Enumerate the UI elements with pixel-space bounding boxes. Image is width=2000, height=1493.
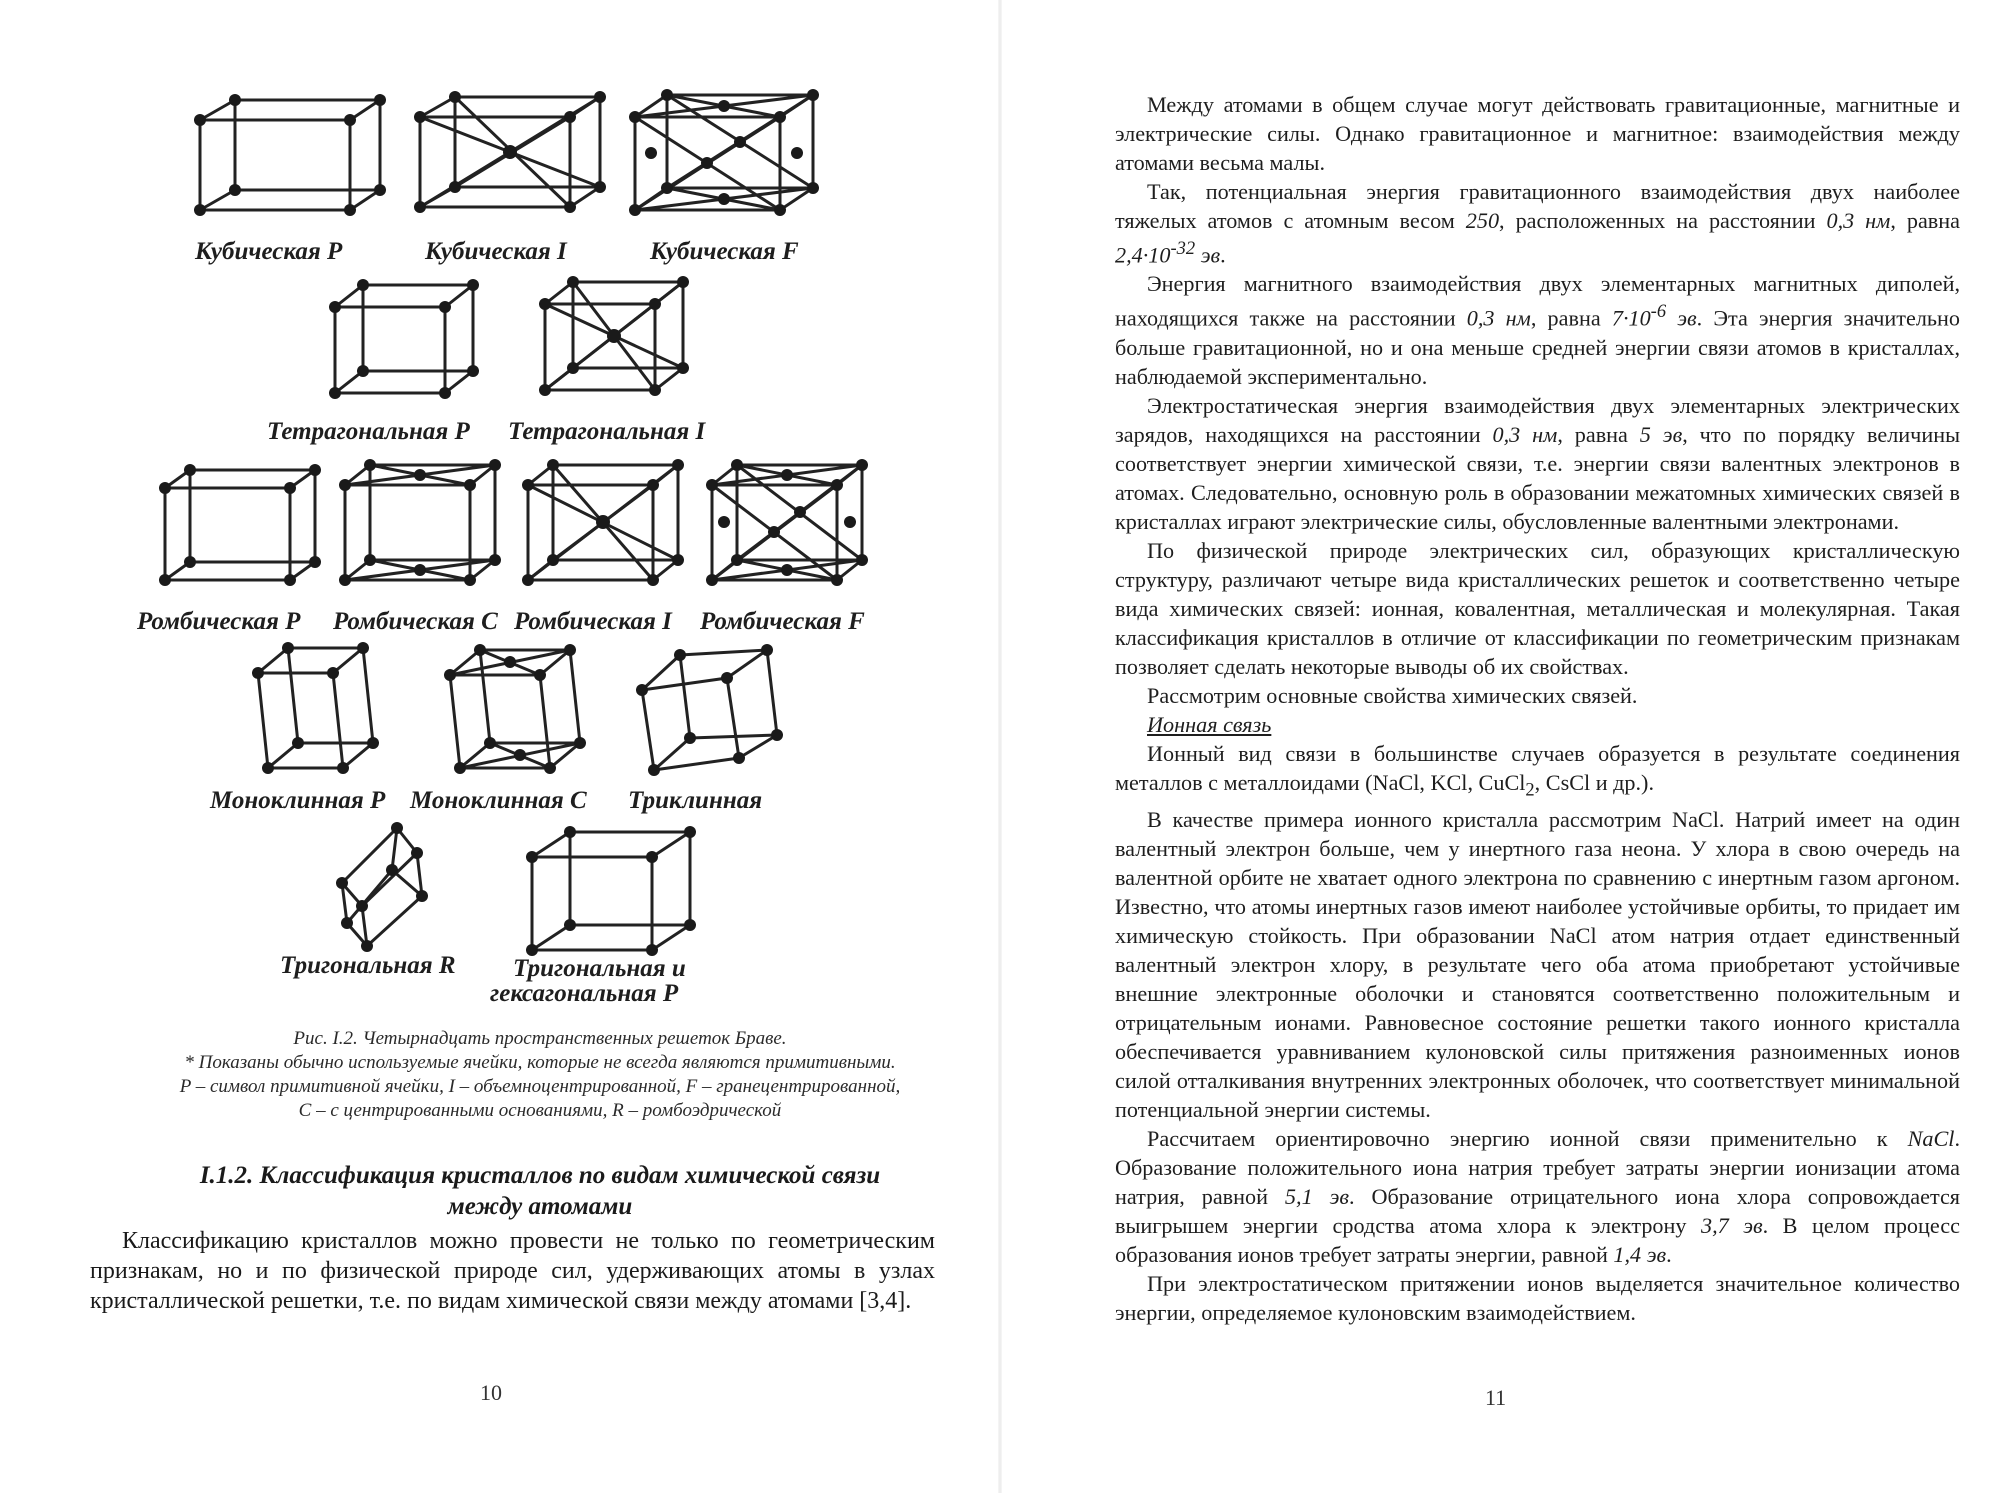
hexagonal-p-lattice [532,832,692,957]
paragraph-2: Так, потенциальная энергия гравитационного взаимодействия двух наиболее тяжелых атомов с атомным весом 250, расположенных на расстоянии 0,3 нм, равна $2,4\cdot 10^{-32}$ эв. [1115,179,1961,268]
section-title-line-1: I.1.2. Классификация кристаллов по видам химической связи [199,1162,881,1189]
monoclinic-p-label: Моноклинная P [210,787,386,814]
page-number-right: 11 [1485,1385,1507,1410]
hexagonal-label-line2: гексагональная P [490,980,679,1007]
section-title [140,1160,940,1222]
orthorhombic-i-label: Ромбическая I [514,608,672,635]
cubic-i-lattice [420,97,610,227]
cubic-p-label: Кубическая P [195,238,343,265]
tetragonal-p-label: Тетрагональная P [267,418,470,445]
caption-line-4: C – с центрированными основаниями, R – ромбоэдрической [298,1100,782,1121]
cubic-i-label: Кубическая I [425,238,567,265]
orthorhombic-p-label: Ромбическая P [137,608,301,635]
orthorhombic-f-lattice [712,465,872,595]
trigonal-r-lattice [342,828,442,953]
paragraph-5: По физической природе электрических сил, образующих кристаллическую структуру, различают четыре вида кристаллических решеток и соответственно четыре вида химических связей: ионная, ковалентная, металлическая и молекулярная. Такая классификация кристаллов в отличие от классификации по геометрическим признакам позволяет сделать некоторые выводы об их свойствах. [1115,537,1960,679]
monoclinic-p-lattice [258,648,388,778]
tetragonal-i-label: Тетрагональная I [508,418,706,445]
triclinic-label: Триклинная [628,787,763,814]
cubic-f-label: Кубическая F [650,238,799,265]
orthorhombic-i-lattice [528,465,688,595]
monoclinic-c-lattice [450,650,590,780]
section-title-line-2: между атомами [447,1193,633,1220]
paragraph-1: Между атомами в общем случае могут действовать гравитационные, магнитные и электрические силы. Однако гравитационное и магнитное: взаимодействия между атомами весьма малы. [1115,92,1960,175]
figure-caption [120,1027,960,1123]
cubic-p-lattice [200,100,390,230]
paragraph-3: Энергия магнитного взаимодействия двух элементарных магнитных диполей, находящихся также на расстоянии 0,3 нм, равна $7\cdot 10^{-6}$ эв. Эта энергия значительно больше гравитационной, но и она меньше средней энергии связи атомов в кристаллах, наблюдаемой экспериментально. [1115,271,1961,389]
right-text-column [1115,90,1960,1327]
orthorhombic-c-lattice [345,465,505,595]
paragraph-4: Электростатическая энергия взаимодействия двух элементарных электрических зарядов, находящихся на расстоянии 0,3 нм, равна 5 эв, что по порядку величины соответствует энергии химической связи, т.е. энергии связи валентных электронов в атомах. Следовательно, основную роль в образовании межатомных химических связей в кристаллах играют электрические силы, обусловленные валентными электронами. [1115,392,1960,534]
cubic-f-lattice [635,95,820,230]
caption-line-2: * Показаны обычно используемые ячейки, которые не всегда являются примитивными. [184,1052,896,1073]
caption-line-1: Рис. I.2. Четырнадцать пространственных решеток Браве. [293,1028,787,1049]
tetragonal-p-lattice [335,285,485,410]
right-page [1000,0,2000,1493]
orthorhombic-p-lattice [165,470,325,595]
paragraph-6: Рассмотрим основные свойства химических связей. [1147,682,1638,708]
monoclinic-c-label: Моноклинная C [410,787,587,814]
orthorhombic-c-label: Ромбическая C [333,608,498,635]
paragraph-8: В качестве примера ионного кристалла рассмотрим NaCl. Натрий имеет на один валентный электрон больше, чем у инертного газа неона. У хлора в свою очередь на валентной орбите не хватает одного электрона по сравнению с инертным газом аргоном. Известно, что атомы инертных газов имеют наиболее устойчивые орбиты, то придает им химическую стойкость. При образовании NaCl атом натрия отдает единственный валентный электрон хлору, в результате чего оба атома приобретают устойчивые внешние электронные оболочки и становятся соответственно положительным и отрицательным ионами. Равновесное состояние решетки такого ионного кристалла обеспечивается уравниванием кулоновской силы притяжения разноименных ионов силой отталкивания внутренних электронных оболочек, что соответствует минимальной потенциальной энергии системы. [1115,807,1960,1123]
tetragonal-i-lattice [545,282,695,407]
left-paragraph: Классификацию кристаллов можно провести не только по геометрическим признакам, но и по физической природе сил, удерживающих атомы в узлах кристаллической решетки, т.е. по видам химической связи между атомами [3,4]. [90,1228,935,1314]
caption-line-3: P – символ примитивной ячейки, I – объемноцентрированной, F – гранецентрированной, [179,1076,901,1097]
trigonal-r-label: Тригональная R [280,952,456,979]
hexagonal-label-line1: Тригональная и [513,955,686,982]
orthorhombic-f-label: Ромбическая F [700,608,865,635]
paragraph-9: Рассчитаем ориентировочно энергию ионной связи применительно к NaCl. Образование положительного иона натрия требует затраты энергии ионизации атома натрия, равной 5,1 эв. Образование отрицательного иона хлора сопровождается выигрышем энергии сродства атома хлора к электрону 3,7 эв. В целом процесс образования ионов требует затраты энергии, равной 1,4 эв. [1115,1126,1961,1268]
paragraph-7: Ионный вид связи в большинстве случаев образуется в результате соединения металлов с металлоидами (NaCl, KCl, CuCl$_2$, CsCl и др.). [1115,740,1960,801]
paragraph-10: При электростатическом притяжении ионов выделяется значительное количество энергии, определяемое кулоновским взаимодействием. [1115,1271,1960,1326]
subheading-ionic-bond: Ионная связь [1147,711,1272,737]
page-number-left: 10 [480,1380,502,1405]
triclinic-lattice [642,650,787,775]
